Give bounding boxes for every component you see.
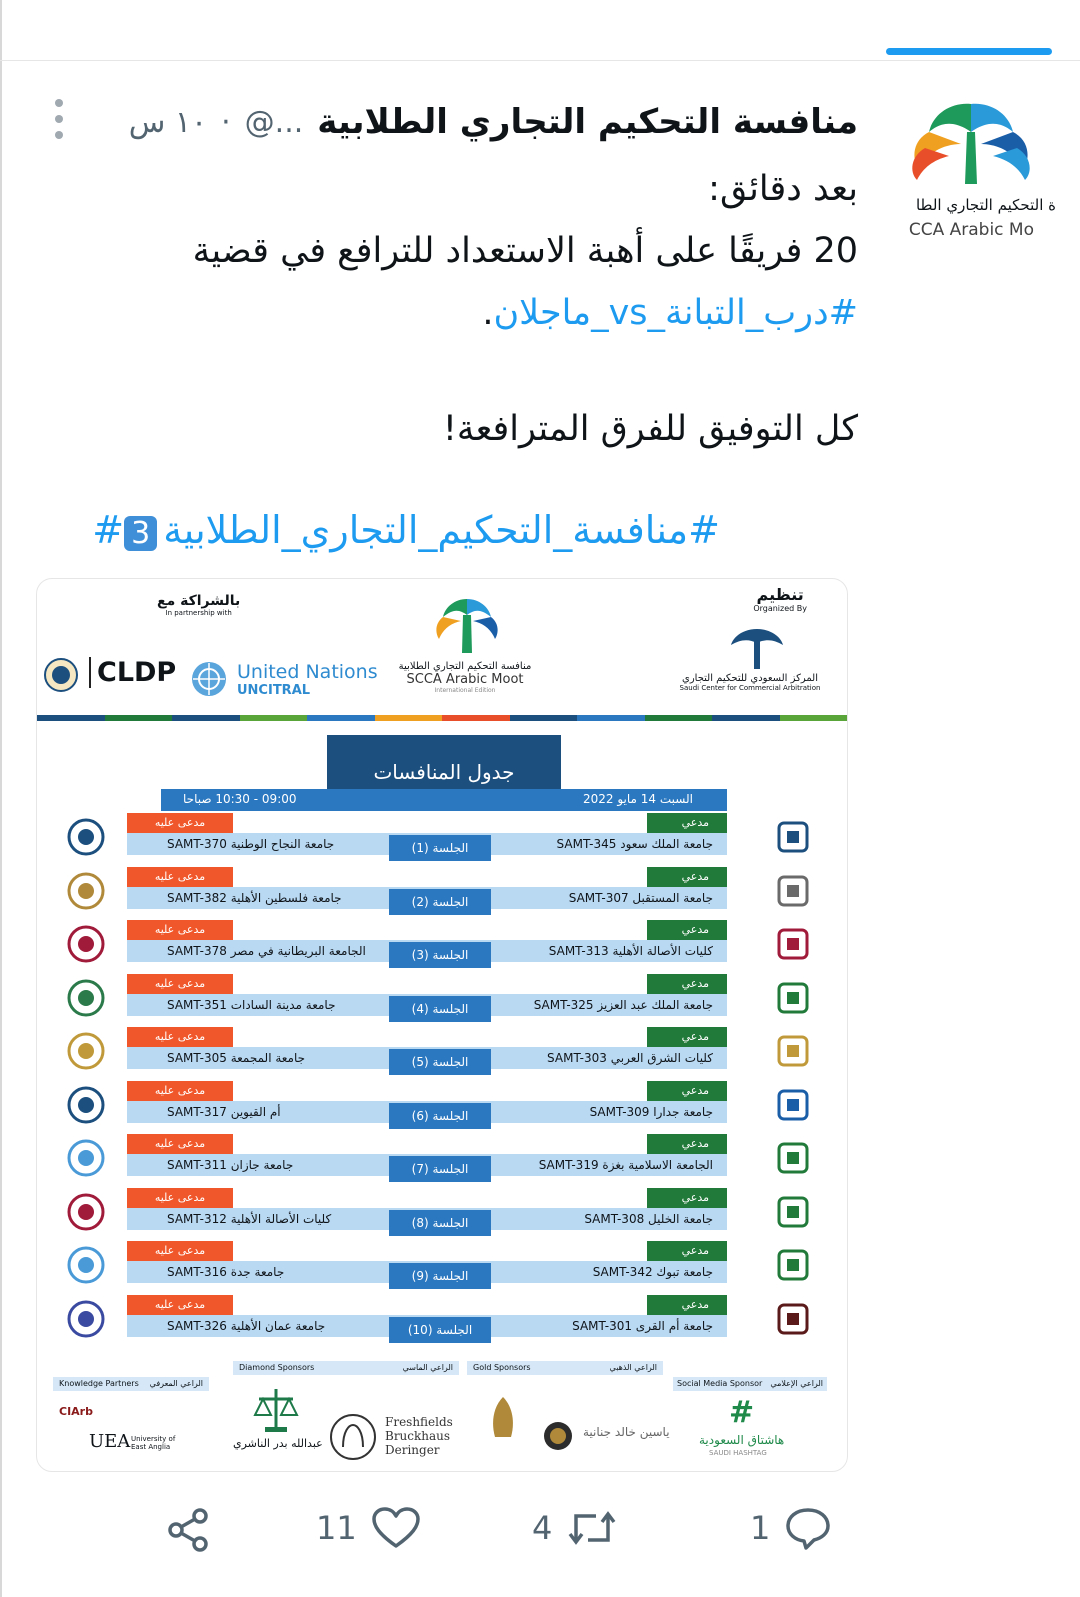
organized-by bbox=[753, 585, 807, 613]
schedule-time: 09:00 - 10:30 صباحا bbox=[183, 792, 297, 806]
session-row bbox=[37, 1081, 847, 1131]
respondent-label: مدعى عليه bbox=[127, 1081, 233, 1101]
session-row bbox=[37, 974, 847, 1024]
like-count: 11 bbox=[316, 1509, 357, 1547]
session-row bbox=[37, 1295, 847, 1345]
claimant-label: مدعي bbox=[647, 920, 727, 940]
partnership-label bbox=[157, 593, 240, 617]
session-number: الجلسة (6) bbox=[389, 1103, 491, 1129]
uncitral-label: UNCITRAL bbox=[237, 683, 311, 698]
org-name-ar: المركز السعودي للتحكيم التجاري bbox=[682, 673, 818, 684]
session-number: الجلسة (4) bbox=[389, 996, 491, 1022]
university-logo-icon bbox=[61, 871, 111, 911]
claimant-team: جامعة تبوك SAMT-342 bbox=[592, 1265, 713, 1279]
tweet-line-4: كل التوفيق للفرق المترافعة! bbox=[442, 409, 858, 449]
university-logo-icon bbox=[769, 1192, 817, 1232]
session-number: الجلسة (10) bbox=[389, 1317, 491, 1343]
university-logo-icon bbox=[769, 924, 817, 964]
retweet-icon bbox=[566, 1506, 618, 1550]
tweet-image[interactable] bbox=[36, 578, 848, 1472]
respondent-team: أم القيوين SAMT-317 bbox=[167, 1104, 281, 1119]
claimant-team: الجامعة الاسلامية بغزة SAMT-319 bbox=[538, 1158, 713, 1172]
session-row bbox=[37, 1188, 847, 1238]
org-name-en: Saudi Center for Commercial Arbitration bbox=[679, 684, 821, 692]
knowledge-en: Knowledge Partners bbox=[59, 1379, 139, 1388]
reply-icon bbox=[784, 1506, 832, 1550]
respondent-label: مدعى عليه bbox=[127, 1295, 233, 1315]
session-row bbox=[37, 1027, 847, 1077]
university-logo-icon bbox=[769, 1245, 817, 1285]
university-logo-icon bbox=[769, 1085, 817, 1125]
round-seal-icon bbox=[543, 1421, 573, 1451]
org-name bbox=[665, 673, 835, 692]
respondent-team: الجامعة البريطانية في مصر SAMT-378 bbox=[167, 944, 366, 958]
university-logo-icon bbox=[769, 1299, 817, 1339]
hashtag-text[interactable]: #منافسة_التحكيم_التجاري_الطلابية bbox=[163, 508, 720, 552]
top-tab-bar bbox=[0, 0, 1080, 61]
abdullah-sponsor: عبدالله بدر الناشري bbox=[233, 1437, 323, 1450]
university-logo-icon bbox=[61, 1031, 111, 1071]
respondent-team: كليات الأصالة الأهلية SAMT-312 bbox=[167, 1211, 332, 1226]
respondent-label: مدعى عليه bbox=[127, 867, 233, 887]
session-number: الجلسة (7) bbox=[389, 1156, 491, 1182]
organized-by-en: Organized By bbox=[753, 604, 807, 613]
like-button[interactable] bbox=[316, 1506, 421, 1550]
respondent-label: مدعى عليه bbox=[127, 1188, 233, 1208]
yaseen-sponsor: ياسين خالد جنانية bbox=[583, 1425, 670, 1439]
session-row bbox=[37, 1241, 847, 1291]
respondent-team: جامعة جازان SAMT-311 bbox=[167, 1158, 294, 1172]
claimant-label: مدعي bbox=[647, 1134, 727, 1154]
handle[interactable]: ...@ bbox=[244, 104, 304, 140]
media-sponsor-bar bbox=[673, 1377, 827, 1391]
claimant-team: جامعة الملك سعود SAMT-345 bbox=[556, 837, 713, 851]
university-logo-icon bbox=[769, 978, 817, 1018]
session-number: الجلسة (8) bbox=[389, 1210, 491, 1236]
session-number: الجلسة (5) bbox=[389, 1049, 491, 1075]
left-edge bbox=[0, 0, 2, 1597]
hashtag-link-2[interactable]: #منافسة_التحكيم_التجاري_الطلابية3# bbox=[92, 508, 720, 552]
avatar[interactable] bbox=[891, 92, 1056, 262]
university-logo-icon bbox=[61, 1192, 111, 1232]
claimant-label: مدعي bbox=[647, 1188, 727, 1208]
claimant-team: جامعة أم القرى SAMT-301 bbox=[572, 1318, 713, 1333]
hashtag-link[interactable]: #درب_التبانة_vs_ماجلان bbox=[493, 293, 858, 333]
claimant-team: جامعة المستقبل SAMT-307 bbox=[568, 890, 713, 905]
claimant-team: جامعة الخليل SAMT-308 bbox=[584, 1211, 713, 1226]
respondent-team: جامعة فلسطين الأهلية SAMT-382 bbox=[167, 890, 342, 905]
tweet-actions bbox=[0, 1500, 1080, 1560]
claimant-label: مدعي bbox=[647, 1241, 727, 1261]
university-logo-icon bbox=[769, 871, 817, 911]
session-number: الجلسة (3) bbox=[389, 942, 491, 968]
university-logo-icon bbox=[61, 1085, 111, 1125]
tweet-line-2: 20 فريقًا على أهبة الاستعداد للترافع في قضية bbox=[192, 231, 858, 271]
gold-sponsor-emblem-icon bbox=[481, 1393, 525, 1443]
claimant-team: جامعة الملك عبد العزيز SAMT-325 bbox=[533, 997, 713, 1012]
tweet-header bbox=[58, 92, 858, 152]
reply-button[interactable] bbox=[750, 1506, 832, 1550]
share-button[interactable] bbox=[164, 1506, 214, 1554]
freshfields-logo: Freshfields Bruckhaus Deringer bbox=[385, 1415, 453, 1457]
university-logo-icon bbox=[769, 1138, 817, 1178]
more-options-icon[interactable] bbox=[52, 96, 66, 142]
un-label: United Nations bbox=[237, 661, 378, 683]
media-ar: الراعي الإعلامي bbox=[770, 1379, 823, 1388]
respondent-team: جامعة عمان الأهلية SAMT-326 bbox=[167, 1318, 326, 1333]
claimant-team: جامعة جدارا SAMT-309 bbox=[589, 1104, 713, 1119]
partnership-en: In partnership with bbox=[165, 609, 232, 617]
university-logo-icon bbox=[61, 1299, 111, 1339]
university-logo-icon bbox=[61, 1245, 111, 1285]
tweet-line-1: بعد دقائق: bbox=[708, 169, 858, 209]
respondent-label: مدعى عليه bbox=[127, 974, 233, 994]
un-emblem-icon bbox=[187, 659, 231, 699]
claimant-team: كليات الشرق العربي SAMT-303 bbox=[547, 1051, 713, 1065]
claimant-team: كليات الأصالة الأهلية SAMT-313 bbox=[548, 944, 713, 958]
respondent-team: جامعة المجمعة SAMT-305 bbox=[167, 1051, 306, 1065]
respondent-team: جامعة النجاح الوطنية SAMT-370 bbox=[167, 837, 335, 851]
avatar-caption-en: CCA Arabic Mo bbox=[908, 220, 1034, 240]
scca-name-ar: منافسة التحكيم التجاري الطلابية bbox=[398, 661, 532, 672]
claimant-label: مدعي bbox=[647, 1027, 727, 1047]
respondent-team: جامعة جدة SAMT-316 bbox=[167, 1265, 285, 1279]
reply-count: 1 bbox=[750, 1509, 771, 1547]
claimant-label: مدعي bbox=[647, 1081, 727, 1101]
knowledge-partners-bar bbox=[53, 1377, 209, 1391]
retweet-button[interactable] bbox=[532, 1506, 618, 1550]
scca-moot-logo-icon bbox=[429, 595, 505, 655]
color-stripe bbox=[37, 715, 847, 721]
seal-icon bbox=[43, 657, 79, 693]
respondent-label: مدعى عليه bbox=[127, 813, 233, 833]
uea-sub: University of East Anglia bbox=[131, 1435, 176, 1451]
heart-icon bbox=[371, 1506, 421, 1550]
claimant-label: مدعي bbox=[647, 1295, 727, 1315]
university-logo-icon bbox=[61, 817, 111, 857]
retweet-count: 4 bbox=[532, 1509, 553, 1547]
display-name[interactable]: منافسة التحكيم التجاري الطلابية bbox=[317, 102, 858, 142]
tweet-line-3 bbox=[58, 282, 858, 344]
partnership-ar: بالشراكة مع bbox=[157, 593, 241, 609]
respondent-label: مدعى عليه bbox=[127, 920, 233, 940]
ciarb-logo: CIArb bbox=[59, 1405, 93, 1418]
university-logo-icon bbox=[61, 978, 111, 1018]
session-number: الجلسة (2) bbox=[389, 889, 491, 915]
separator-dot: · bbox=[221, 104, 231, 140]
hashtag-logo-icon: # bbox=[729, 1395, 755, 1430]
respondent-team: جامعة مدينة السادات SAMT-351 bbox=[167, 997, 336, 1012]
university-logo-icon bbox=[769, 817, 817, 857]
gold-ar: الراعي الذهبي bbox=[609, 1363, 657, 1372]
university-logo-icon bbox=[61, 1138, 111, 1178]
schedule-title: جدول المنافسات bbox=[327, 735, 561, 809]
uea-logo: UEA bbox=[89, 1431, 131, 1452]
scca-logo-icon bbox=[727, 623, 787, 671]
university-logo-icon bbox=[61, 924, 111, 964]
schedule-date: السبت 14 مايو 2022 bbox=[582, 792, 693, 806]
gold-sponsors-bar bbox=[467, 1361, 663, 1375]
date-bar bbox=[161, 789, 727, 811]
claimant-label: مدعي bbox=[647, 974, 727, 994]
share-icon bbox=[164, 1506, 214, 1554]
session-row bbox=[37, 813, 847, 863]
session-row bbox=[37, 1134, 847, 1184]
poster-header bbox=[37, 579, 847, 719]
diamond-sponsors-bar bbox=[233, 1361, 459, 1375]
session-number: الجلسة (9) bbox=[389, 1263, 491, 1289]
scca-name-sub: International Edition bbox=[434, 687, 496, 694]
session-number: الجلسة (1) bbox=[389, 835, 491, 861]
scca-moot-name bbox=[385, 661, 545, 694]
diamond-en: Diamond Sponsors bbox=[239, 1363, 315, 1372]
active-tab-indicator bbox=[886, 48, 1052, 55]
university-logo-icon bbox=[769, 1031, 817, 1071]
organized-by-ar: تنظيم bbox=[756, 585, 804, 604]
keycap-number: 3 bbox=[124, 516, 157, 551]
media-en: Social Media Sponsor bbox=[677, 1379, 763, 1388]
session-row bbox=[37, 867, 847, 917]
diamond-ar: الراعي الماسي bbox=[402, 1363, 453, 1372]
session-row bbox=[37, 920, 847, 970]
avatar-caption-ar: ة التحكيم التجاري الطا bbox=[915, 196, 1056, 214]
respondent-label: مدعى عليه bbox=[127, 1241, 233, 1261]
scales-icon bbox=[253, 1385, 299, 1435]
saudi-hashtag-ar: هاشتاق السعودية bbox=[699, 1433, 785, 1447]
tweet-text bbox=[58, 158, 858, 460]
knowledge-ar: الراعي المعرفي bbox=[149, 1379, 203, 1388]
claimant-label: مدعي bbox=[647, 867, 727, 887]
respondent-label: مدعى عليه bbox=[127, 1134, 233, 1154]
freshfields-emblem-icon bbox=[329, 1413, 377, 1461]
respondent-label: مدعى عليه bbox=[127, 1027, 233, 1047]
gold-en: Gold Sponsors bbox=[473, 1363, 531, 1372]
scca-name-en: SCCA Arabic Moot bbox=[406, 672, 524, 687]
tweet-time[interactable]: ١٠ س bbox=[128, 104, 208, 140]
claimant-label: مدعي bbox=[647, 813, 727, 833]
cldp-logo: CLDP bbox=[89, 657, 176, 688]
saudi-hashtag-en: SAUDI HASHTAG bbox=[709, 1449, 767, 1457]
line-end: . bbox=[482, 293, 494, 333]
